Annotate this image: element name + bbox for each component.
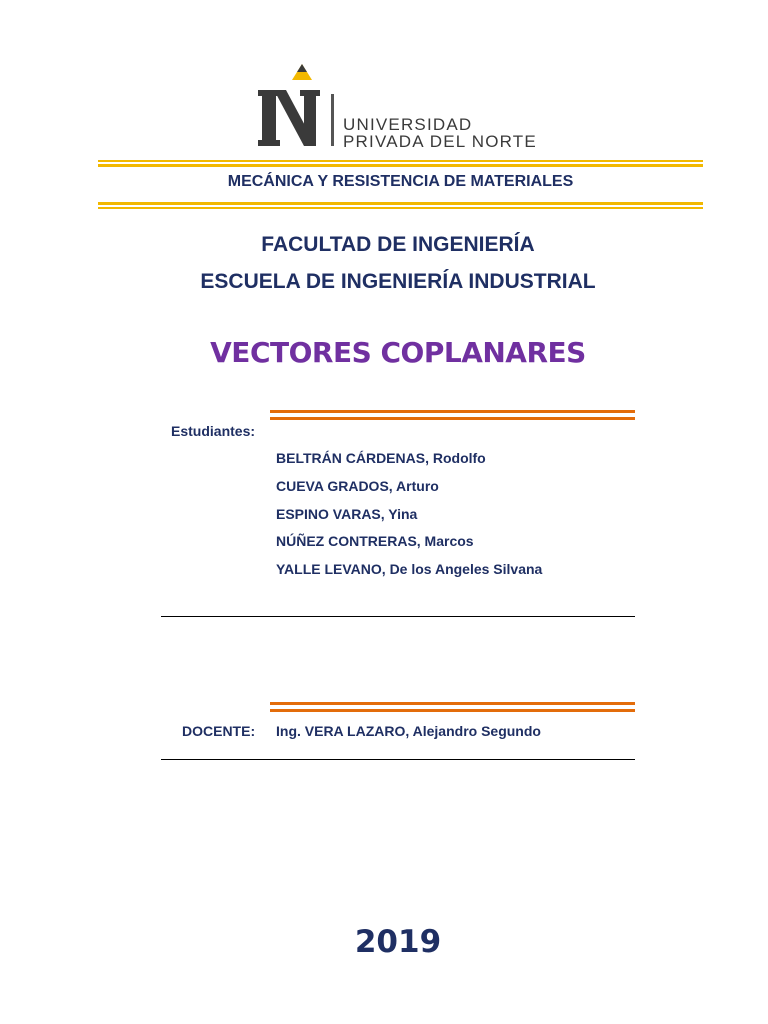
- year: 2019: [354, 924, 442, 960]
- gold-band-top-thin: [98, 160, 703, 162]
- orange-rule-top-2: [270, 702, 635, 705]
- document-title: VECTORES COPLANARES: [210, 336, 586, 369]
- students-label: Estudiantes:: [171, 423, 256, 439]
- orange-rule-top: [270, 410, 635, 413]
- course-title: MECÁNICA Y RESISTENCIA DE MATERIALES: [227, 173, 574, 190]
- student-name: BELTRÁN CÁRDENAS, Rodolfo: [276, 450, 486, 466]
- teacher-name: Ing. VERA LAZARO, Alejandro Segundo: [276, 723, 541, 739]
- gold-band-bottom: [98, 202, 703, 205]
- orange-rule-bottom: [270, 417, 635, 420]
- logo-divider: [331, 94, 334, 146]
- logo-wordmark: [343, 116, 537, 150]
- student-name: CUEVA GRADOS, Arturo: [276, 478, 439, 494]
- orange-rule-bottom-2: [270, 709, 635, 712]
- teacher-label: DOCENTE:: [182, 723, 256, 739]
- gold-band-bottom-thin: [98, 207, 703, 209]
- student-name: YALLE LEVANO, De los Angeles Silvana: [276, 561, 543, 577]
- gold-band-top: [98, 164, 703, 167]
- student-name: NÚÑEZ CONTRERAS, Marcos: [276, 533, 474, 549]
- faculty-heading: FACULTAD DE INGENIERÍA: [261, 233, 535, 256]
- student-name: ESPINO VARAS, Yina: [276, 506, 418, 522]
- teacher-divider: [161, 759, 635, 760]
- logo-line-1: UNIVERSIDAD: [343, 115, 473, 134]
- logo-line-2: PRIVADA DEL NORTE: [343, 132, 537, 151]
- students-divider: [161, 616, 635, 617]
- school-heading: ESCUELA DE INGENIERÍA INDUSTRIAL: [200, 270, 596, 293]
- university-logo-icon: [258, 64, 328, 148]
